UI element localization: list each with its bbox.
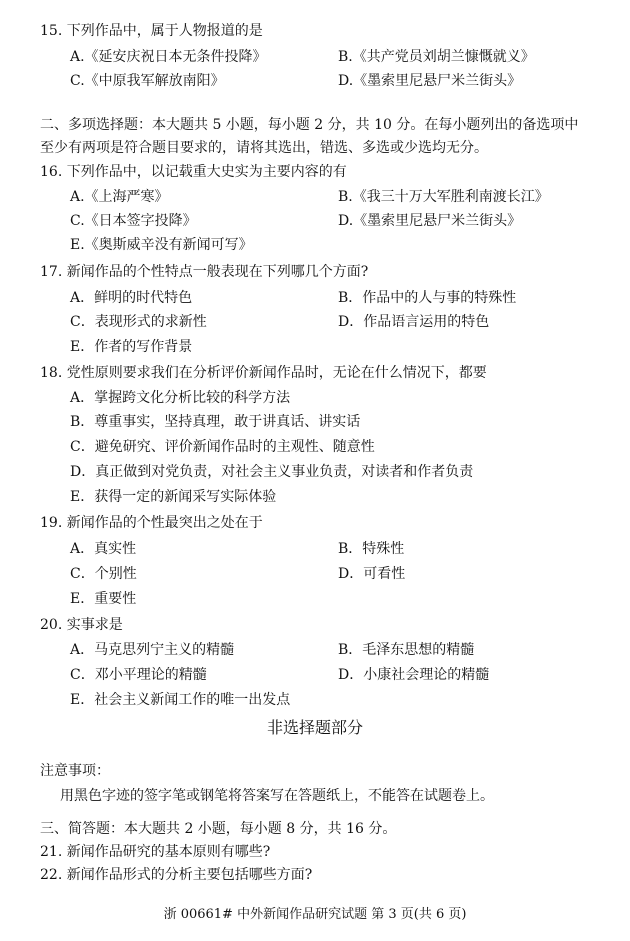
notice-text: 用黑色字迹的签字笔或钢笔将答案写在答题纸上，不能答在试题卷上。 (60, 788, 494, 804)
q17-option-c: C．表现形式的求新性 (70, 314, 207, 330)
q17-option-e: E．作者的写作背景 (70, 339, 193, 355)
q16-option-b: B.《我三十万大军胜利南渡长江》 (338, 189, 549, 205)
q19-option-e: E．重要性 (70, 591, 137, 607)
q20-option-b: B．毛泽东思想的精髓 (338, 642, 475, 658)
q16-option-c: C.《日本签字投降》 (70, 213, 197, 229)
section2-instructions-line2: 至少有两项是符合题目要求的，请将其选出，错选、多选或少选均无分。 (40, 140, 488, 156)
q17-option-b: B．作品中的人与事的特殊性 (338, 290, 517, 306)
q18-option-d: D．真正做到对党负责，对社会主义事业负责，对读者和作者负责 (70, 464, 474, 480)
q20-option-d: D．小康社会理论的精髓 (338, 667, 490, 683)
page-footer: 浙 00661# 中外新闻作品研究试题 第 3 页(共 6 页) (163, 907, 467, 922)
q15-option-d: D.《墨索里尼悬尸米兰街头》 (338, 73, 522, 89)
q16-option-a: A.《上海严寒》 (70, 189, 169, 205)
q18-stem: 18. 党性原则要求我们在分析评价新闻作品时，无论在什么情况下，都要 (40, 365, 487, 381)
section2-instructions-line1: 二、多项选择题：本大题共 5 小题，每小题 2 分，共 10 分。在每小题列出的备选项中 (40, 117, 579, 133)
q17-option-d: D．作品语言运用的特色 (338, 314, 490, 330)
section3-heading: 三、简答题：本大题共 2 小题，每小题 8 分，共 16 分。 (40, 821, 397, 837)
q18-option-e: E．获得一定的新闻采写实际体验 (70, 489, 277, 505)
q20-stem: 20. 实事求是 (40, 617, 123, 633)
q16-option-d: D.《墨索里尼悬尸米兰街头》 (338, 213, 522, 229)
nonchoice-section-title: 非选择题部分 (266, 718, 363, 737)
q19-option-d: D．可看性 (338, 566, 406, 582)
q19-option-c: C．个别性 (70, 566, 137, 582)
q19-stem: 19. 新闻作品的个性最突出之处在于 (40, 515, 263, 531)
q18-option-a: A．掌握跨文化分析比较的科学方法 (70, 390, 291, 406)
q19-option-a: A．真实性 (70, 541, 137, 557)
q21-stem: 21. 新闻作品研究的基本原则有哪些? (40, 844, 271, 860)
q19-option-b: B．特殊性 (338, 541, 405, 557)
q20-option-a: A．马克思列宁主义的精髓 (70, 642, 235, 658)
q16-stem: 16. 下列作品中，以记载重大史实为主要内容的有 (40, 164, 347, 180)
q20-option-e: E．社会主义新闻工作的唯一出发点 (70, 692, 291, 708)
q15-option-b: B.《共产党员刘胡兰慷慨就义》 (338, 49, 535, 65)
q20-option-c: C．邓小平理论的精髓 (70, 667, 207, 683)
q15-option-c: C.《中原我军解放南阳》 (70, 73, 225, 89)
q18-option-c: C．避免研究、评价新闻作品时的主观性、随意性 (70, 439, 375, 455)
q15-stem: 15. 下列作品中，属于人物报道的是 (40, 23, 263, 39)
notice-label: 注意事项： (40, 763, 110, 779)
q16-option-e: E.《奥斯威辛没有新闻可写》 (70, 237, 253, 253)
q15-option-a: A.《延安庆祝日本无条件投降》 (70, 49, 267, 65)
q17-option-a: A．鲜明的时代特色 (70, 290, 193, 306)
q17-stem: 17. 新闻作品的个性特点一般表现在下列哪几个方面? (40, 264, 369, 280)
q22-stem: 22. 新闻作品形式的分析主要包括哪些方面? (40, 867, 313, 883)
q18-option-b: B．尊重事实，坚持真理，敢于讲真话、讲实话 (70, 414, 361, 430)
